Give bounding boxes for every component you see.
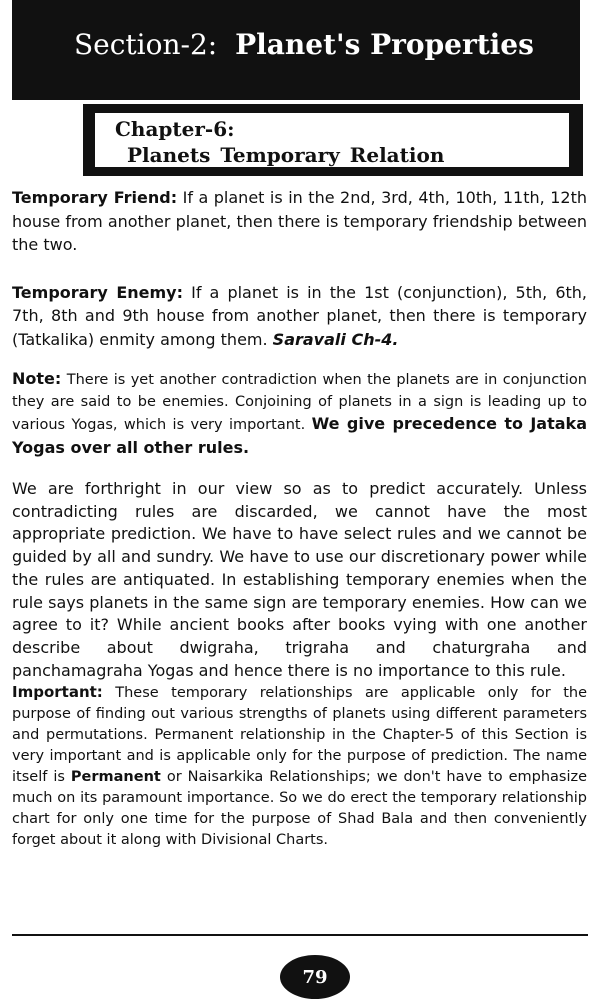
temporary-friend-term: Temporary Friend:	[12, 188, 178, 207]
temporary-enemy-term: Temporary Enemy:	[12, 282, 184, 302]
chapter-heading-box	[92, 110, 572, 170]
important-text-before: These temporary relationships are applicable only for the purpose of finding out various strengths of planets using different parameters and permutations. Permanent relationship in the Chapter-5 of this Section is very important and is applicable only for the purpose of prediction. The name itself is	[12, 685, 587, 785]
chapter-title: Planets Temporary Relation	[127, 143, 445, 167]
section-name: Planet's Properties	[235, 28, 534, 61]
important-text-after: or Naisarkika Relationships; we don't have to emphasize much on its paramount importance. So we do erect the temporary relationship chart for only one time for the purpose of Shad Bala and then conveniently forget about it along with Divisional Charts.	[12, 768, 588, 848]
temporary-friend-text: If a planet is in the 2nd, 3rd, 4th, 10th, 11th, 12th house from another planet, then there is temporary friendship between the two.	[12, 188, 587, 254]
saravali-reference: Saravali Ch-4.	[272, 329, 399, 349]
section-label: Section-2:	[74, 28, 218, 61]
page-body	[12, 186, 587, 851]
note-text: There is yet another contradiction when the planets are in conjunction they are said to be enemies. Conjoining of planets in a sign is leading up to various Yogas, which is very important.	[12, 372, 587, 433]
page-number-badge: 79	[280, 955, 350, 999]
section-header-bar	[12, 0, 580, 100]
temporary-enemy-text: If a planet is in the 1st (conjunction), 5th, 6th, 7th, 8th and 9th house from another planet, then there is temporary (Tatkalika) enmity among them.	[12, 282, 587, 349]
note-paragraph	[12, 368, 587, 460]
temporary-friend-paragraph	[12, 186, 587, 257]
important-term: Important:	[12, 683, 103, 702]
important-paragraph	[12, 682, 587, 850]
view-paragraph: We are forthright in our view so as to predict accurately. Unless contradicting rules are discarded, we cannot have the most appropriate prediction. We have to have select rules and we cannot be guided by all and sundry. We have to use our discretionary power while the rules are antiquated. In establishing temporary enemies when the rule says planets in the same sign are temporary enemies. How can we agree to it? While ancient books after books vying with one another describe about dwigraha, trigraha and chaturgraha and panchamagraha Yogas and hence there is no importance to this rule.	[12, 479, 587, 680]
section-title	[74, 28, 534, 61]
temporary-enemy-paragraph	[12, 281, 587, 352]
permanent-word: Permanent	[70, 768, 161, 785]
footer-divider	[12, 934, 588, 936]
note-emphasis: We give precedence to Jataka Yogas over all other rules.	[12, 414, 587, 457]
note-term: Note:	[12, 369, 62, 388]
chapter-number: Chapter-6:	[115, 117, 235, 141]
